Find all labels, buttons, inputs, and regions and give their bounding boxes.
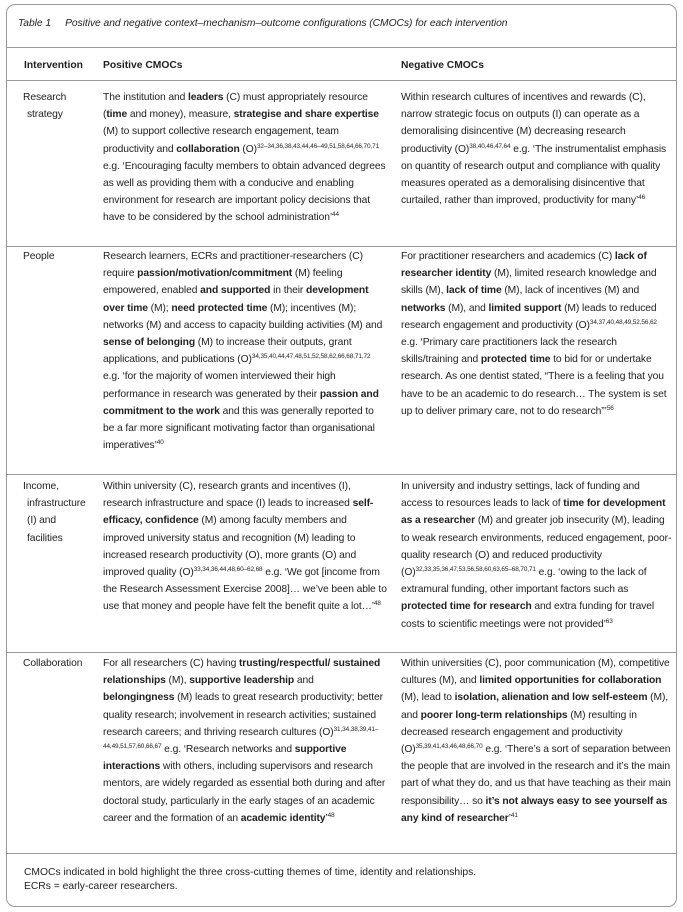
reference-superscript: 31,34,38,39,41–44,49,51,57,60,66,67 xyxy=(103,725,379,751)
bold-theme-text: self-efficacy, confidence xyxy=(103,498,374,527)
bold-theme-text: leaders xyxy=(188,92,224,103)
negative-cmocs-people xyxy=(401,248,673,420)
intervention-research-strategy xyxy=(23,89,98,123)
bold-theme-text: time xyxy=(106,109,128,121)
bold-theme-text: protected time for research xyxy=(401,601,532,613)
bold-theme-text: lack of researcher identity xyxy=(401,251,647,280)
reference-superscript: 40 xyxy=(156,439,164,447)
reference-superscript: 41 xyxy=(510,811,518,819)
cell-text: e.g. ‘Research networks and xyxy=(161,744,295,756)
negative-cmocs-income xyxy=(401,478,673,633)
bold-theme-text: strategise and share expertise xyxy=(233,109,379,121)
cell-text: ’ xyxy=(325,812,328,824)
cell-text: e.g. ‘for the majority of women interviewed their high performance in research was generated by their xyxy=(103,371,336,400)
bold-theme-text: protected time xyxy=(480,354,551,366)
cell-text: e.g. ‘The instrumentalist emphasis on quantity of research output and compliance with quality measures operated as a demoralising disincentive that curtailed, rather than improved, productivity for many’ xyxy=(401,143,667,207)
reference-superscript: 48 xyxy=(327,811,335,819)
cell-text: e.g. ‘We got [income from the Research Assessment Exercise 2008]… we’ve been able to use that money and people have felt the benefit quite a lot…’ xyxy=(103,567,387,613)
cell-text: and extra funding for travel costs to scientific meetings were not provided’ xyxy=(401,601,655,630)
intervention-people xyxy=(23,248,98,265)
header-positive: Positive CMOCs xyxy=(103,60,183,71)
header-intervention: Intervention xyxy=(24,60,83,71)
intervention-line: Income, xyxy=(23,481,59,492)
bold-theme-text: sense of belonging xyxy=(103,337,196,349)
caption-rule xyxy=(6,47,677,48)
cell-text: The institution and xyxy=(103,92,189,103)
cell-text: (O) xyxy=(239,143,257,155)
cell-text: to bid for or undertake research. As one dentist stated, “There is a feeling that you have to be an academic to do research… The system is set up to deliver primary care, not to do research”’ xyxy=(401,354,667,417)
negative-cmocs-research-strategy xyxy=(401,89,673,209)
reference-superscript: 46 xyxy=(638,194,646,202)
cell-text: Within research cultures of incentives and rewards (C), narrow strategic focus on outputs (I) can operate as a demoralising disincentive (M) decreasing research productivity (O) xyxy=(401,92,646,155)
bold-theme-text: academic identity xyxy=(240,812,326,824)
bold-theme-text: and supported xyxy=(200,285,271,297)
positive-cmocs-people xyxy=(103,248,387,454)
bold-theme-text: networks xyxy=(401,302,446,314)
cell-text: In university and industry settings, lack of funding and access to resources leads to lack of xyxy=(401,481,640,510)
cell-text: (M) among faculty members and improved university status and recognition (M) leading to increased research productivity (O), more grants (O) and improved quality (O) xyxy=(103,515,357,579)
cell-text: (M); xyxy=(147,302,172,314)
cell-text: (M), limited research knowledge and skills (M), xyxy=(401,268,657,297)
bold-theme-text: development over time xyxy=(103,285,369,314)
cell-text: (M), xyxy=(165,675,190,687)
bold-theme-text: limited support xyxy=(488,302,562,314)
bold-theme-text: passion/motivation/commitment xyxy=(137,268,293,280)
bold-theme-text: passion and commitment to the work xyxy=(103,388,379,417)
intervention-line: strategy xyxy=(27,109,63,121)
reference-superscript: 33,34,36,44,48,60–62,68 xyxy=(193,566,263,574)
cell-text: e.g. ‘Encouraging faculty members to obtain advanced degrees as well as providing them with a conducive and enabling environment for research are important policy decisions that have to be considered by the school administration’ xyxy=(103,160,386,224)
cell-text: (M) and greater job insecurity (M), leading to weak research environments, reduced engagement, poor-quality research (O) and reduced productivity (O) xyxy=(401,515,672,579)
positive-cmocs-income xyxy=(103,478,387,616)
cell-text: with others, including supervisors and research mentors, are widely regarded as essential both during and after doctoral study, particularly in the early stages of an academic career and the formation of an xyxy=(103,761,386,824)
intervention-line: (I) and xyxy=(27,515,57,527)
bold-theme-text: collaboration xyxy=(176,143,240,155)
negative-cmocs-collaboration xyxy=(401,655,673,827)
reference-superscript: 34,35,40,44,47,48,51,52,58,62,66,68,71,72 xyxy=(251,353,371,361)
positive-cmocs-research-strategy xyxy=(103,89,387,227)
row-rule xyxy=(6,474,677,475)
intervention-line: Research xyxy=(23,92,67,103)
intervention-line: infrastructure xyxy=(27,498,86,510)
row-rule xyxy=(6,246,677,247)
cell-text: (M), and xyxy=(401,692,669,721)
cell-text: e.g. ‘Primary care practitioners lack the research skills/training and xyxy=(401,337,617,366)
cell-text: e.g. ‘owing to the lack of extramural funding, other important factors such as xyxy=(401,567,647,596)
reference-superscript: 38,40,46,47,64 xyxy=(469,142,511,150)
reference-superscript: 44 xyxy=(332,211,339,219)
cell-text: (M), and xyxy=(445,302,489,314)
table-title: Positive and negative context–mechanism–outcome configurations (CMOCs) for each intervention xyxy=(65,18,508,29)
reference-superscript: 32–34,36,38,43,44,46–49,51,58,64,66,70,71 xyxy=(256,142,380,150)
cell-text: (M) to support collective research engagement, team productivity and xyxy=(103,126,339,155)
cell-text: (M), lead to xyxy=(401,692,455,704)
reference-superscript: 48 xyxy=(373,600,381,608)
positive-cmocs-collaboration xyxy=(103,655,387,827)
bold-theme-text: need protected time xyxy=(171,302,268,314)
cell-text: ’ xyxy=(508,812,511,824)
footnote-ecrs: ECRs = early-career researchers. xyxy=(24,880,178,892)
bold-theme-text: supportive interactions xyxy=(103,744,347,773)
reference-superscript: 32,33,35,36,47,53,56,58,60,63,65–68,70,71 xyxy=(415,566,536,574)
reference-superscript: 63 xyxy=(605,617,613,625)
cell-text: and xyxy=(294,675,314,687)
cell-text: and this was generally reported to be a far more significant motivating factor than organisational imperatives’ xyxy=(103,405,375,452)
bold-theme-text: poorer long-term relationships xyxy=(420,709,568,721)
bold-theme-text: isolation, alienation and low self-esteem xyxy=(454,692,648,704)
cell-text: Within university (C), research grants and incentives (I), research infrastructure and space (I) leads to increased xyxy=(103,481,353,510)
bold-theme-text: belongingness xyxy=(103,692,175,704)
bold-theme-text: supportive leadership xyxy=(189,675,295,687)
intervention-line: facilities xyxy=(27,532,63,544)
cell-text: (M) leads to reduced research engagement and productivity (O) xyxy=(401,302,657,331)
intervention-collaboration xyxy=(23,655,98,672)
bold-theme-text: limited opportunities for collaboration xyxy=(479,675,662,687)
table-number: Table 1 xyxy=(18,18,52,29)
intervention-income-infrastructure xyxy=(23,478,98,547)
bold-theme-text: trusting/respectful/ sustained relationships xyxy=(103,658,381,687)
reference-superscript: 34,37,40,48,49,52,56,62 xyxy=(589,318,657,326)
cell-text: and money), measure, xyxy=(127,109,234,121)
header-negative: Negative CMOCs xyxy=(401,60,484,71)
reference-superscript: 35,39,41,43,46,48,66,70 xyxy=(415,743,483,751)
bold-theme-text: it’s not always easy to see yourself as any kind of researcher xyxy=(401,795,668,824)
intervention-line: People xyxy=(23,251,55,262)
cell-text: (M) resulting in decreased research engagement and productivity (O) xyxy=(401,709,637,756)
footnote-bold-themes: CMOCs indicated in bold highlight the three cross-cutting themes of time, identity and relationships. xyxy=(24,867,477,878)
header-rule xyxy=(6,80,677,81)
intervention-line: Collaboration xyxy=(23,658,83,669)
cell-text: (M) feeling empowered, enabled xyxy=(103,268,343,297)
bold-theme-text: time for development as a researcher xyxy=(401,498,666,527)
footer-rule xyxy=(6,853,677,854)
cell-text: (M) leads to great research productivity; better quality research; involvement in research activities; sustained research careers; and thriving research cultures (O) xyxy=(103,692,383,738)
cell-text: For all researchers (C) having xyxy=(103,658,239,669)
cell-text: For practitioner researchers and academics (C) xyxy=(401,251,615,262)
table-footnotes xyxy=(24,866,476,893)
cell-text: (C) must appropriately resource ( xyxy=(103,92,368,121)
cell-text: (M) to increase their outputs, grant applications, and publications (O) xyxy=(103,337,352,366)
table-caption xyxy=(18,17,668,31)
row-rule xyxy=(6,652,677,653)
reference-superscript: 56 xyxy=(606,404,614,412)
cell-text: (M), lack of incentives (M) and xyxy=(501,285,640,297)
cell-text: in their xyxy=(270,285,306,297)
cell-text: Research learners, ECRs and practitioner-researchers (C) require xyxy=(103,251,363,280)
cell-text: e.g. ‘There’s a sort of separation between the people that are involved in the research and it’s the main part of what they do, and us that have teaching as their main responsibility… so xyxy=(401,744,671,807)
bold-theme-text: lack of time xyxy=(446,285,502,297)
cell-text: Within universities (C), poor communication (M), competitive cultures (M), and xyxy=(401,658,670,687)
cell-text: (M); incentives (M); networks (M) and access to capacity building activities (M) and xyxy=(103,302,383,331)
